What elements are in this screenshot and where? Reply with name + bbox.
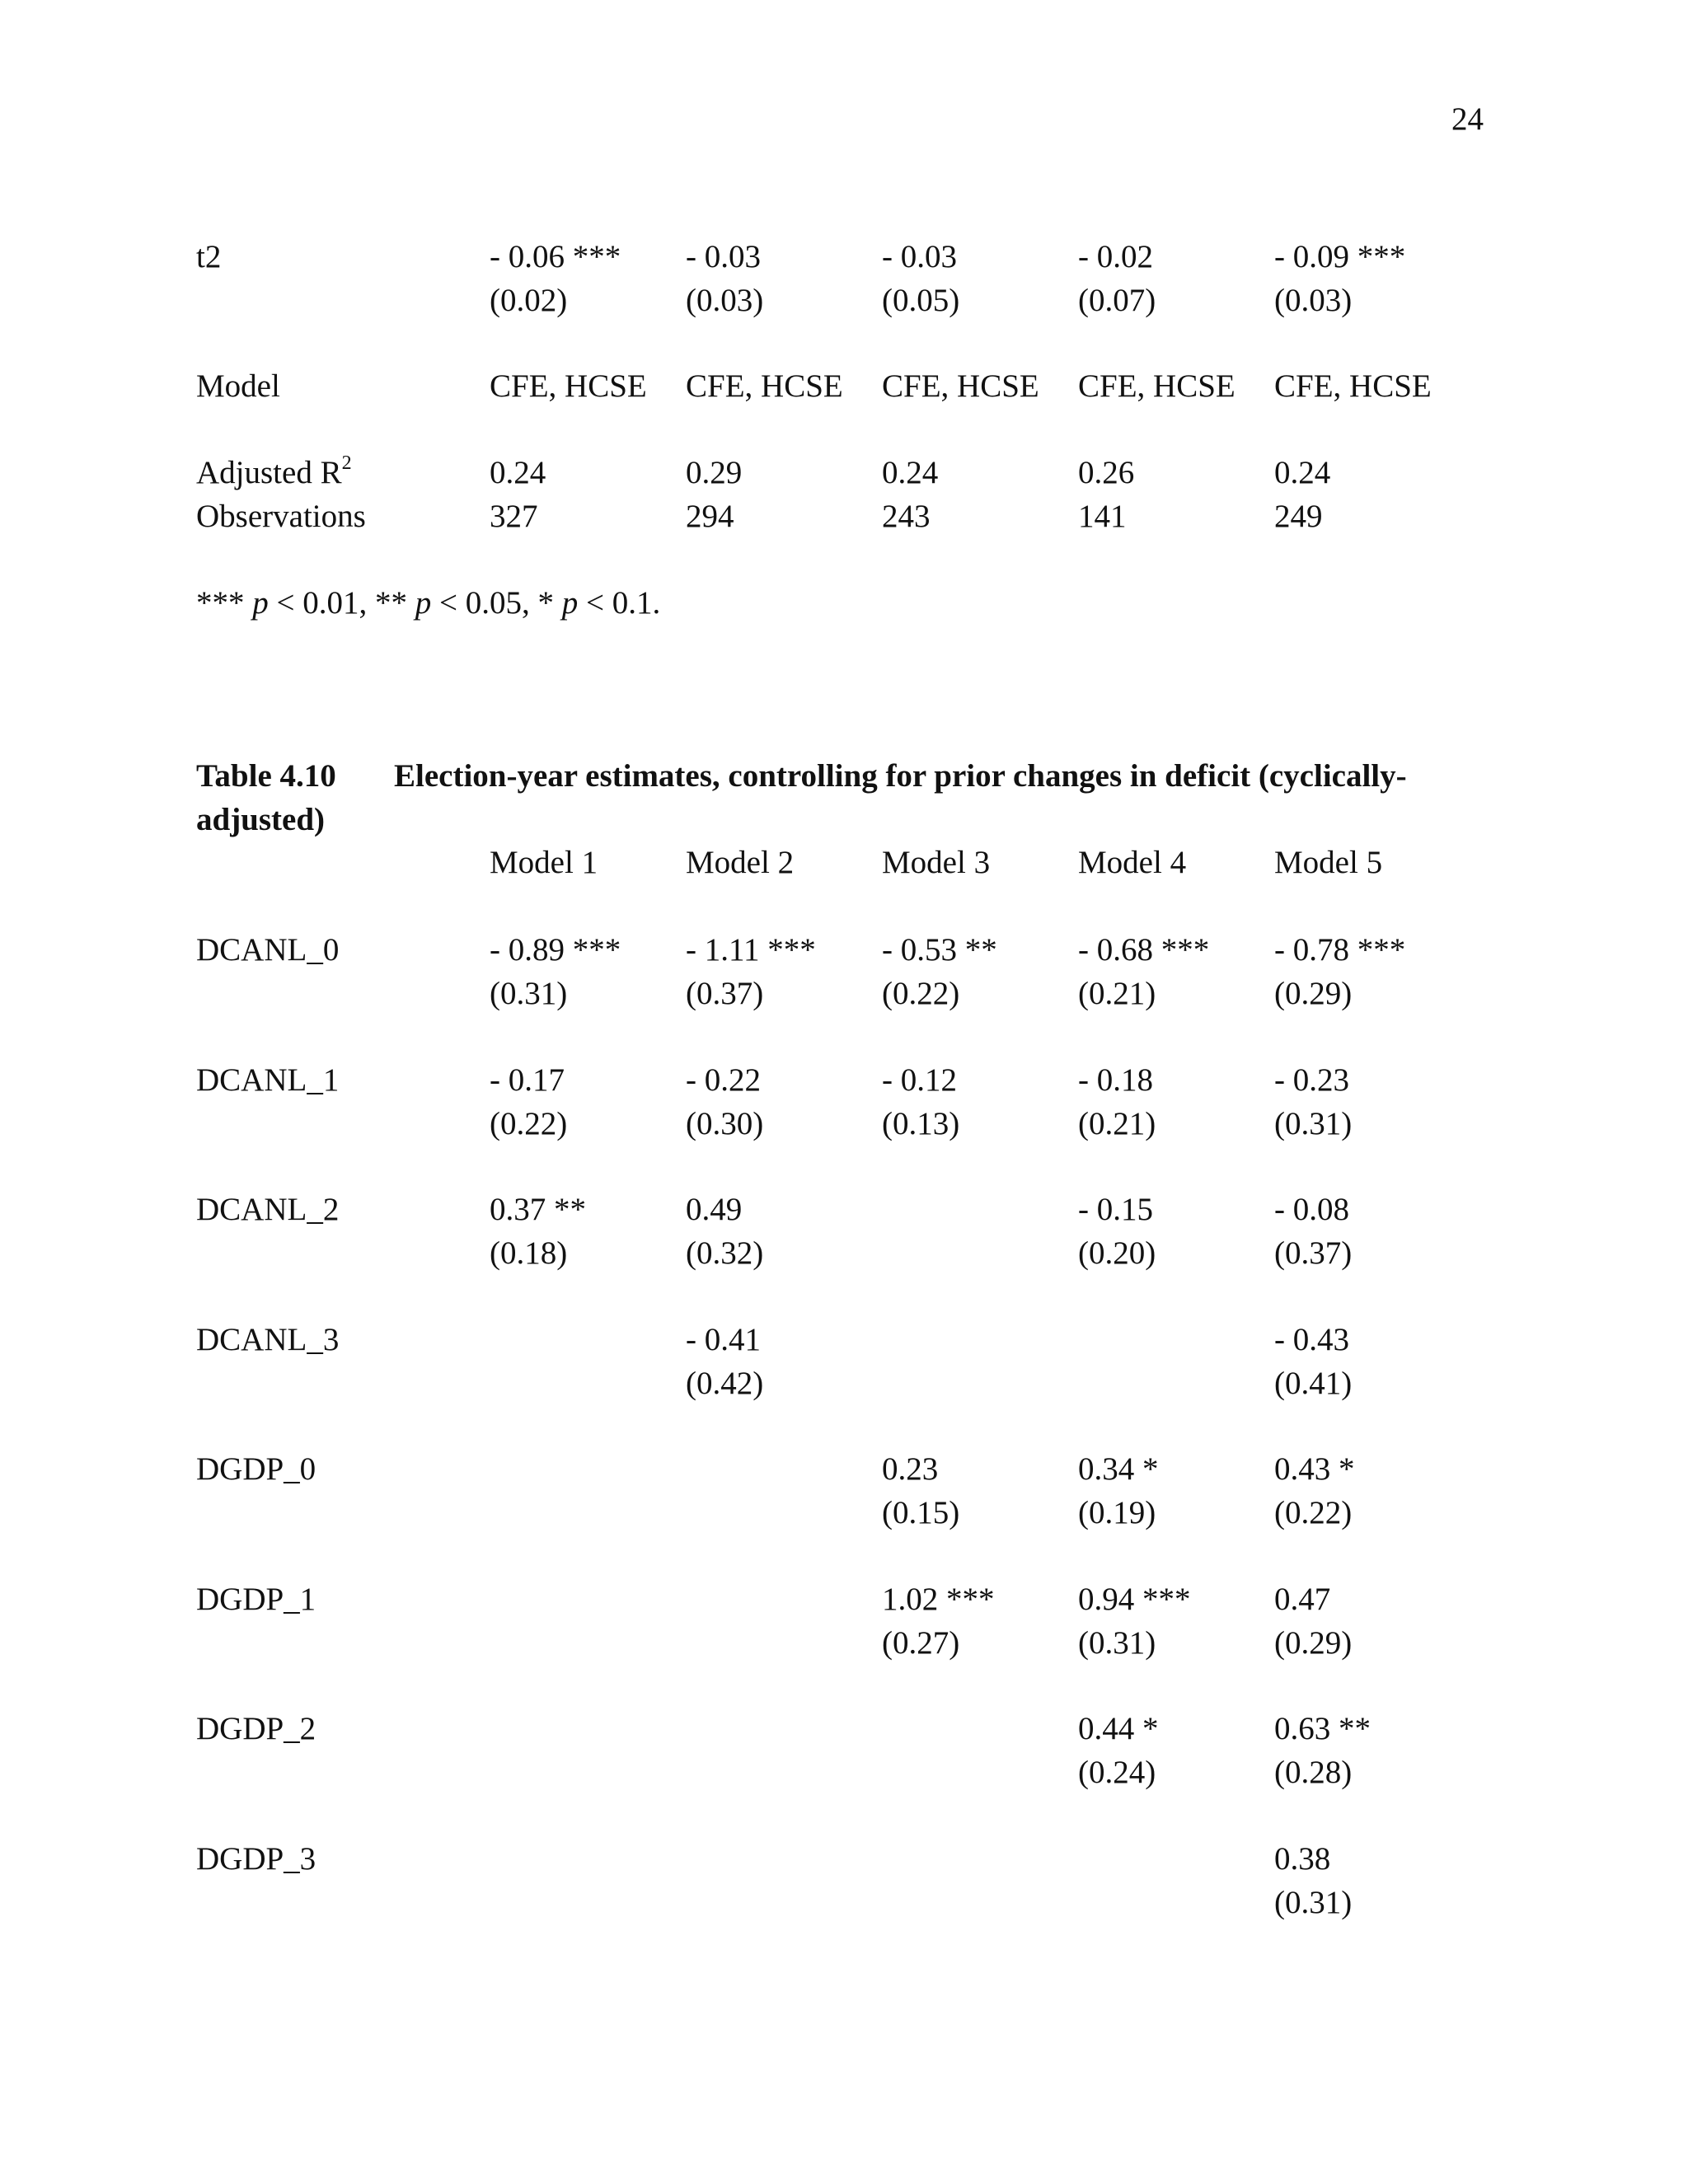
se-cell: (0.05) [882,283,960,318]
coef-cell: - 0.03 [882,239,957,274]
row-label: DCANL_0 [196,932,340,968]
coef-cell: - 0.78 *** [1274,932,1406,968]
se-cell: (0.22) [490,1105,568,1141]
se-cell: (0.37) [1274,1235,1353,1271]
se-cell: (0.21) [1078,976,1156,1011]
se-cell: (0.07) [1078,283,1156,318]
adj-r2-cell: 0.24 [882,455,939,490]
coef-cell: 0.49 [686,1192,743,1227]
footnote-part: < 0.05, * [431,585,562,621]
se-cell: (0.29) [1274,1624,1353,1661]
adj-r2-text: Adjusted R [196,455,342,490]
se-cell: (0.15) [882,1495,960,1530]
row-label: DGDP_0 [196,1451,316,1487]
coef-cell: - 0.41 [686,1321,761,1357]
coef-cell: 0.34 * [1078,1451,1159,1487]
observations-cell: 141 [1078,499,1127,534]
se-cell: (0.27) [882,1624,960,1661]
model-cell: CFE, HCSE [1274,368,1432,404]
se-cell: (0.21) [1078,1105,1156,1141]
coef-cell: 0.38 [1274,1840,1331,1877]
column-header: Model 5 [1274,845,1383,880]
model-label: Model [196,368,280,404]
se-cell: (0.41) [1274,1365,1353,1401]
coef-cell: - 0.89 *** [490,932,621,968]
se-cell: (0.13) [882,1105,960,1141]
footnote-part: *** [196,585,253,621]
coef-cell: - 0.03 [686,239,761,274]
se-cell: (0.28) [1274,1755,1353,1790]
table-title-line2: adjusted) [196,802,326,837]
coef-cell: 0.63 ** [1274,1711,1371,1746]
footnote-part: p [415,585,432,621]
footnote-part: < 0.1. [578,585,661,621]
page-number: 24 [1451,101,1484,137]
adj-r2-cell: 0.26 [1078,455,1135,490]
se-cell: (0.18) [490,1235,568,1271]
adj-r2-cell: 0.29 [686,455,743,490]
observations-cell: 249 [1274,499,1323,534]
row-label: DCANL_1 [196,1062,340,1098]
se-cell: (0.02) [490,283,568,318]
row-label: DCANL_3 [196,1321,340,1357]
se-cell: (0.03) [686,283,764,318]
coef-cell: - 0.06 *** [490,239,621,274]
adj-r2-cell: 0.24 [490,455,546,490]
table-title-line1: Election-year estimates, controlling for prior changes in deficit (cyclically- [394,758,1407,794]
coef-cell: 0.94 *** [1078,1581,1191,1617]
coef-cell: - 0.12 [882,1062,957,1098]
adj-r2-label [196,452,352,490]
model-cell: CFE, HCSE [1078,368,1236,404]
row-label: DGDP_1 [196,1581,316,1617]
se-cell: (0.31) [490,976,568,1011]
adj-r2-superscript: 2 [341,452,352,474]
coef-cell: 0.47 [1274,1581,1331,1617]
coef-cell: - 0.53 ** [882,932,997,968]
coef-cell: 1.02 *** [882,1581,995,1617]
coef-cell: - 0.23 [1274,1062,1349,1098]
coef-cell: 0.43 * [1274,1451,1355,1487]
coef-cell: - 1.11 *** [686,932,816,968]
coef-cell: 0.44 * [1078,1711,1159,1746]
adj-r2-cell: 0.24 [1274,455,1331,490]
table-number: Table 4.10 [196,758,336,794]
coef-cell: - 0.17 [490,1062,565,1098]
coef-cell: - 0.68 *** [1078,932,1210,968]
model-cell: CFE, HCSE [490,368,647,404]
row-label: t2 [196,239,222,274]
coef-cell: 0.23 [882,1451,939,1487]
footnote-part: < 0.01, ** [268,585,415,621]
model-cell: CFE, HCSE [686,368,843,404]
observations-cell: 294 [686,499,734,534]
se-cell: (0.32) [686,1235,764,1271]
se-cell: (0.42) [686,1365,764,1401]
coef-cell: - 0.22 [686,1062,761,1098]
observations-cell: 243 [882,499,931,534]
se-cell: (0.22) [882,976,960,1011]
coef-cell: - 0.15 [1078,1192,1153,1227]
row-label: DGDP_2 [196,1711,316,1746]
model-cell: CFE, HCSE [882,368,1039,404]
footnote-part: p [561,585,579,621]
column-header: Model 4 [1078,845,1187,880]
coef-cell: - 0.18 [1078,1062,1153,1098]
footnote-part: p [252,585,269,621]
row-label: DCANL_2 [196,1192,340,1227]
se-cell: (0.37) [686,976,764,1011]
se-cell: (0.22) [1274,1495,1353,1530]
coef-cell: - 0.08 [1274,1192,1349,1227]
column-header: Model 2 [686,845,795,880]
column-header: Model 1 [490,845,598,880]
coef-cell: - 0.43 [1274,1321,1349,1357]
coef-cell: 0.37 ** [490,1192,586,1227]
row-label: DGDP_3 [196,1840,316,1877]
observations-cell: 327 [490,499,538,534]
se-cell: (0.20) [1078,1235,1156,1271]
se-cell: (0.03) [1274,283,1353,318]
se-cell: (0.24) [1078,1755,1156,1790]
coef-cell: - 0.02 [1078,239,1153,274]
se-cell: (0.31) [1274,1884,1353,1920]
significance-footnote [196,587,660,619]
column-header: Model 3 [882,845,991,880]
se-cell: (0.19) [1078,1495,1156,1530]
se-cell: (0.31) [1274,1105,1353,1141]
se-cell: (0.31) [1078,1624,1156,1661]
observations-label: Observations [196,499,366,534]
coef-cell: - 0.09 *** [1274,239,1406,274]
se-cell: (0.29) [1274,976,1353,1011]
se-cell: (0.30) [686,1105,764,1141]
